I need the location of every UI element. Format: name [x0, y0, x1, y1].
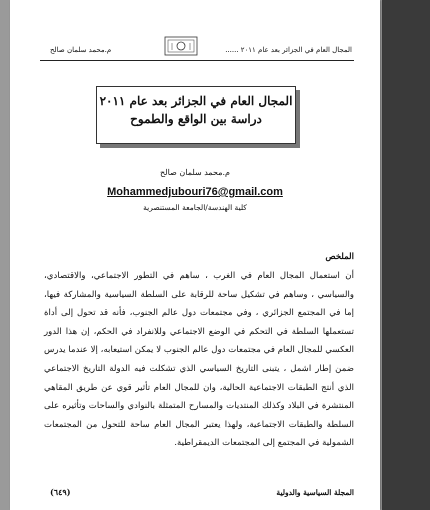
- university-logo-icon: [164, 34, 198, 56]
- abstract-heading: الملخص: [325, 252, 354, 262]
- page-number: (٦٤٩): [50, 487, 71, 497]
- author-email: Mohammedjubouri76@gmail.com: [107, 186, 283, 198]
- paper-title-line1: المجال العام في الجزائر بعد عام ٢٠١١: [99, 94, 293, 108]
- viewer-side-panel: [382, 0, 430, 510]
- title-box: [96, 86, 296, 144]
- author-affiliation: كلية الهندسة/الجامعة المستنصرية: [143, 203, 247, 212]
- abstract-paragraph: أن استعمال المجال العام في الغرب ، ساهم في التطور الاجتماعي، والاقتصادي، والسياسي ، وساهم في تشكيل ساحة للرقابة على السلطة السياسية والمشاركة فيها، إما في المجتمع الجزائري ، وفي مجتمعات دول عالم الجنوب، فأنه قد تحول إلى أداة تستعملها السلطة في التحكم في الوضع الاجتماعي وللانفراد في الحكم، إن هذا الدور العكسي للمجال العام في مجتمعات دول عالم الجنوب لا يمكن استيعابه، إلا عندما يدرس ضمن إطار اشمل ، يتبنى التاريخ السياسي الذي تشكلت فيه الدولة التاريخ الاجتماعي الذي أنتج الطبقات الاجتماعية الحالية، وان للمجال العام تأثير قوي عن طريق المقاهي المنتشرة في البلاد وكذلك المنتديات والمسارح المتمثلة بالنوادي والساحات وتأثيره على السلطة والطبقات الاجتماعية، ولهذا يعتبر المجال العام ساحة للتحول من المجتمعات الشمولية في المجتمع إلى المجتمعات الديمقراطية.: [44, 271, 354, 449]
- header-divider: [40, 60, 354, 61]
- paper-title-line2: دراسة بين الواقع والطموح: [130, 112, 262, 126]
- footer-journal-name: المجلة السياسية والدولية: [276, 488, 354, 497]
- document-page: [10, 0, 380, 510]
- abstract-body: [44, 267, 354, 453]
- running-header-author: م.محمد سلمان صالح: [50, 46, 112, 54]
- running-header-title: المجال العام في الجزائر بعد عام ٢٠١١ ......: [225, 46, 352, 54]
- author-name: م.محمد سلمان صالح: [160, 168, 230, 177]
